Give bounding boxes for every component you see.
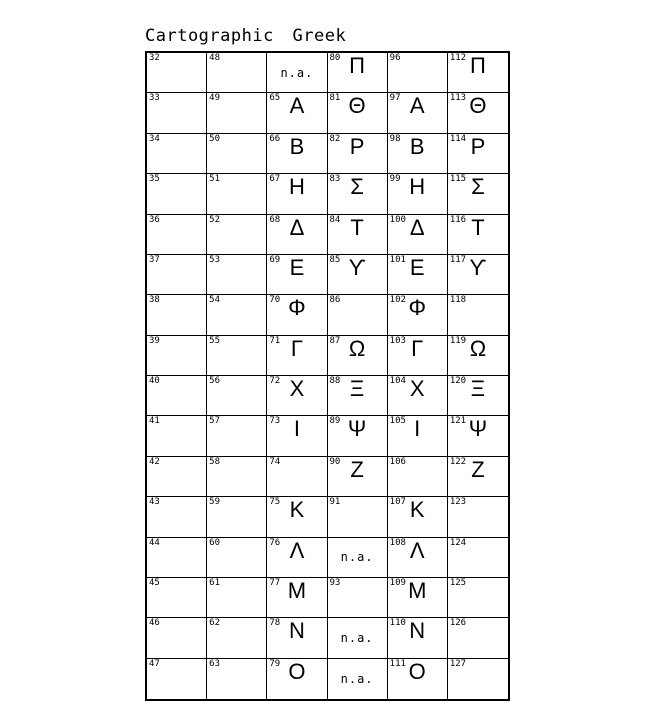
cell-code: 127 xyxy=(449,658,467,669)
cell-code: 38 xyxy=(149,295,160,306)
table-cell xyxy=(267,416,327,456)
cell-code: 106 xyxy=(389,456,406,467)
cell-code: 111 xyxy=(389,658,406,669)
cell-code: 56 xyxy=(209,376,220,386)
cell-code: 63 xyxy=(209,658,220,669)
na-label: n.a. xyxy=(340,630,374,645)
table-cell xyxy=(267,336,327,376)
table-cell xyxy=(388,215,448,255)
table-cell xyxy=(267,93,327,133)
cell-code: 98 xyxy=(389,133,401,144)
cell-glyph: Ζ xyxy=(471,456,485,482)
table-cell xyxy=(267,215,327,255)
table-cell xyxy=(448,295,508,335)
cell-glyph: Ν xyxy=(288,618,305,644)
cell-code: 46 xyxy=(149,618,160,629)
cell-code: 43 xyxy=(149,497,160,508)
table-cell xyxy=(328,497,388,537)
cell-code: 33 xyxy=(149,93,160,104)
cell-glyph: Θ xyxy=(348,93,366,119)
cell-code: 109 xyxy=(389,577,406,588)
cell-code: 41 xyxy=(149,416,160,427)
cell-glyph: Ω xyxy=(469,335,487,361)
table-cell xyxy=(267,659,327,699)
table-cell xyxy=(448,93,508,133)
table-cell xyxy=(207,174,267,214)
table-cell xyxy=(147,174,207,214)
cell-glyph: Κ xyxy=(289,497,305,523)
cell-code: 73 xyxy=(269,416,281,427)
cell-glyph: Α xyxy=(409,93,425,119)
cell-glyph: Λ xyxy=(289,537,305,563)
na-label: n.a. xyxy=(280,65,314,80)
cell-code: 114 xyxy=(449,133,467,144)
cell-code: 69 xyxy=(269,254,281,265)
table-cell xyxy=(207,134,267,174)
cell-code: 125 xyxy=(449,577,467,588)
cell-code: 67 xyxy=(269,174,281,185)
table-cell xyxy=(328,53,388,93)
table-cell xyxy=(448,457,508,497)
table-cell xyxy=(147,416,207,456)
cell-code: 48 xyxy=(209,53,220,63)
table-cell xyxy=(267,538,327,578)
cell-glyph: Ι xyxy=(293,416,300,442)
cell-glyph: Σ xyxy=(350,174,364,200)
cell-glyph: Ι xyxy=(414,416,421,442)
table-cell xyxy=(147,538,207,578)
cell-code: 126 xyxy=(449,618,467,629)
table-cell xyxy=(207,618,267,658)
cell-glyph: Β xyxy=(409,133,425,159)
cell-code: 36 xyxy=(149,214,160,225)
table-cell xyxy=(207,578,267,618)
cell-glyph: ϒ xyxy=(469,254,487,280)
cell-code: 78 xyxy=(269,618,281,629)
cell-code: 57 xyxy=(209,416,220,427)
cell-code: 47 xyxy=(149,658,160,669)
table-cell xyxy=(388,416,448,456)
table-cell xyxy=(448,618,508,658)
cell-glyph: Ρ xyxy=(470,133,486,159)
cell-glyph: Τ xyxy=(350,214,364,240)
table-cell xyxy=(267,134,327,174)
cell-code: 120 xyxy=(449,376,467,386)
cell-code: 112 xyxy=(449,53,467,63)
cell-code: 104 xyxy=(389,376,406,386)
cell-code: 115 xyxy=(449,174,467,185)
cell-code: 93 xyxy=(329,577,341,588)
cell-code: 55 xyxy=(209,335,220,346)
table-cell xyxy=(147,336,207,376)
cell-code: 102 xyxy=(389,295,406,306)
na-label: n.a. xyxy=(340,550,374,565)
table-cell xyxy=(388,618,448,658)
table-cell xyxy=(207,538,267,578)
table-cell xyxy=(267,457,327,497)
cell-code: 84 xyxy=(329,214,341,225)
table-cell xyxy=(388,255,448,295)
table-cell xyxy=(207,295,267,335)
cell-code: 91 xyxy=(329,497,341,508)
table-cell xyxy=(207,416,267,456)
table-cell xyxy=(207,376,267,416)
cell-glyph: Ο xyxy=(288,658,306,684)
cell-code: 82 xyxy=(329,133,341,144)
cell-code: 118 xyxy=(449,295,467,306)
cell-code: 72 xyxy=(269,376,281,386)
table-cell xyxy=(448,659,508,699)
cell-code: 96 xyxy=(389,53,401,63)
cell-code: 103 xyxy=(389,335,406,346)
cell-code: 50 xyxy=(209,133,220,144)
table-cell xyxy=(448,255,508,295)
cell-code: 52 xyxy=(209,214,220,225)
table-cell xyxy=(328,93,388,133)
table-cell xyxy=(328,457,388,497)
table-cell xyxy=(328,578,388,618)
cell-code: 83 xyxy=(329,174,341,185)
cell-glyph: Γ xyxy=(290,335,303,361)
cell-glyph: Μ xyxy=(287,577,307,603)
table-cell xyxy=(147,255,207,295)
cell-code: 110 xyxy=(389,618,406,629)
cell-code: 32 xyxy=(149,53,160,63)
table-cell xyxy=(388,174,448,214)
table-cell xyxy=(207,497,267,537)
cell-code: 123 xyxy=(449,497,467,508)
cell-code: 116 xyxy=(449,214,467,225)
table-cell xyxy=(448,578,508,618)
cell-code: 58 xyxy=(209,456,220,467)
table-cell xyxy=(147,295,207,335)
table-cell xyxy=(147,497,207,537)
cell-glyph: Σ xyxy=(471,174,485,200)
cell-code: 45 xyxy=(149,577,160,588)
table-cell xyxy=(267,53,327,93)
cell-glyph: Ψ xyxy=(347,416,367,442)
cell-code: 62 xyxy=(209,618,220,629)
na-label: n.a. xyxy=(340,671,374,686)
glyph-table xyxy=(145,51,510,701)
cell-glyph: Δ xyxy=(409,214,425,240)
cell-glyph: Β xyxy=(289,133,305,159)
cell-glyph: Κ xyxy=(409,497,425,523)
table-cell xyxy=(388,578,448,618)
cell-glyph: Φ xyxy=(408,295,427,321)
cell-code: 34 xyxy=(149,133,160,144)
cell-code: 49 xyxy=(209,93,220,104)
cell-code: 107 xyxy=(389,497,406,508)
cell-glyph: Ε xyxy=(289,254,305,280)
table-cell xyxy=(207,93,267,133)
table-cell xyxy=(448,134,508,174)
cell-code: 37 xyxy=(149,254,160,265)
cell-code: 122 xyxy=(449,456,467,467)
cell-glyph: Ε xyxy=(409,254,425,280)
table-cell xyxy=(448,376,508,416)
cell-code: 121 xyxy=(449,416,467,427)
table-cell xyxy=(448,336,508,376)
table-cell xyxy=(448,497,508,537)
cell-code: 105 xyxy=(389,416,406,427)
cell-code: 101 xyxy=(389,254,406,265)
table-cell xyxy=(147,578,207,618)
table-cell xyxy=(267,376,327,416)
table-cell xyxy=(388,457,448,497)
cell-glyph: Η xyxy=(409,174,426,200)
table-cell xyxy=(328,416,388,456)
cell-code: 74 xyxy=(269,456,281,467)
table-cell xyxy=(147,618,207,658)
cell-glyph: Ζ xyxy=(350,456,364,482)
table-cell xyxy=(448,416,508,456)
table-cell xyxy=(388,376,448,416)
table-cell xyxy=(267,174,327,214)
table-cell xyxy=(388,53,448,93)
cell-code: 66 xyxy=(269,133,281,144)
cell-glyph: Δ xyxy=(289,214,305,240)
table-cell xyxy=(207,215,267,255)
cell-code: 42 xyxy=(149,456,160,467)
table-cell xyxy=(207,53,267,93)
cell-glyph: Ο xyxy=(408,658,426,684)
table-cell xyxy=(328,376,388,416)
table-cell xyxy=(388,538,448,578)
table-cell xyxy=(328,295,388,335)
table-cell xyxy=(328,134,388,174)
cell-glyph: Φ xyxy=(288,295,306,321)
cell-code: 89 xyxy=(329,416,341,427)
table-cell xyxy=(207,659,267,699)
table-cell xyxy=(388,295,448,335)
table-cell xyxy=(328,255,388,295)
table-cell xyxy=(267,578,327,618)
cell-code: 59 xyxy=(209,497,220,508)
table-cell xyxy=(207,336,267,376)
cell-code: 71 xyxy=(269,335,281,346)
cell-code: 90 xyxy=(329,456,341,467)
cell-glyph: Γ xyxy=(411,335,424,361)
table-cell xyxy=(388,134,448,174)
table-cell xyxy=(328,618,388,658)
cell-code: 99 xyxy=(389,174,401,185)
cell-glyph: Μ xyxy=(408,577,427,603)
cell-code: 85 xyxy=(329,254,341,265)
table-cell xyxy=(207,255,267,295)
table-cell xyxy=(267,295,327,335)
cell-code: 54 xyxy=(209,295,220,306)
cell-code: 68 xyxy=(269,214,281,225)
cell-glyph: Χ xyxy=(409,376,425,401)
table-cell xyxy=(147,134,207,174)
table-cell xyxy=(207,457,267,497)
table-cell xyxy=(328,174,388,214)
cell-glyph: Π xyxy=(469,53,486,78)
table-cell xyxy=(147,659,207,699)
cell-code: 87 xyxy=(329,335,341,346)
table-cell xyxy=(328,538,388,578)
cell-code: 35 xyxy=(149,174,160,185)
page-title: Cartographic Greek xyxy=(145,26,347,46)
cell-code: 70 xyxy=(269,295,281,306)
cell-code: 39 xyxy=(149,335,160,346)
table-cell xyxy=(147,53,207,93)
cell-code: 60 xyxy=(209,537,220,548)
table-cell xyxy=(448,538,508,578)
cell-glyph: Τ xyxy=(471,214,485,240)
cell-glyph: Λ xyxy=(409,537,425,563)
table-cell xyxy=(328,659,388,699)
cell-glyph: Η xyxy=(288,174,305,200)
cell-code: 113 xyxy=(449,93,467,104)
table-cell xyxy=(267,255,327,295)
cell-code: 79 xyxy=(269,658,281,669)
cell-code: 97 xyxy=(389,93,401,104)
table-cell xyxy=(147,93,207,133)
table-cell xyxy=(267,618,327,658)
cell-code: 117 xyxy=(449,254,467,265)
table-cell xyxy=(328,336,388,376)
table-cell xyxy=(388,497,448,537)
cell-glyph: Α xyxy=(289,93,305,119)
table-cell xyxy=(147,215,207,255)
table-cell xyxy=(448,215,508,255)
cell-code: 119 xyxy=(449,335,467,346)
cell-code: 77 xyxy=(269,577,281,588)
table-cell xyxy=(388,659,448,699)
cell-glyph: Ν xyxy=(409,618,426,644)
cell-code: 61 xyxy=(209,577,220,588)
cell-code: 86 xyxy=(329,295,341,306)
table-cell xyxy=(147,457,207,497)
cell-code: 76 xyxy=(269,537,281,548)
table-cell xyxy=(267,497,327,537)
cell-glyph: Ξ xyxy=(470,376,486,401)
cell-glyph: Ρ xyxy=(349,133,365,159)
cell-code: 124 xyxy=(449,537,467,548)
cell-glyph: Ξ xyxy=(349,376,365,401)
cell-code: 44 xyxy=(149,537,160,548)
table-cell xyxy=(448,53,508,93)
table-cell xyxy=(388,336,448,376)
cell-glyph: Χ xyxy=(289,376,305,401)
table-cell xyxy=(448,174,508,214)
cell-code: 40 xyxy=(149,376,160,386)
cell-code: 65 xyxy=(269,93,281,104)
cell-glyph: Ω xyxy=(348,335,366,361)
cell-code: 80 xyxy=(329,53,341,63)
cell-code: 88 xyxy=(329,376,341,386)
cell-code: 53 xyxy=(209,254,220,265)
table-cell xyxy=(388,93,448,133)
cell-code: 75 xyxy=(269,497,281,508)
cell-code: 100 xyxy=(389,214,406,225)
table-cell xyxy=(147,376,207,416)
cell-glyph: Ψ xyxy=(468,416,488,442)
cell-glyph: Θ xyxy=(469,93,487,119)
table-cell xyxy=(328,215,388,255)
cell-glyph: ϒ xyxy=(348,254,366,280)
cell-code: 81 xyxy=(329,93,341,104)
cell-code: 108 xyxy=(389,537,406,548)
cell-glyph: Π xyxy=(349,53,366,78)
cell-code: 51 xyxy=(209,174,220,185)
